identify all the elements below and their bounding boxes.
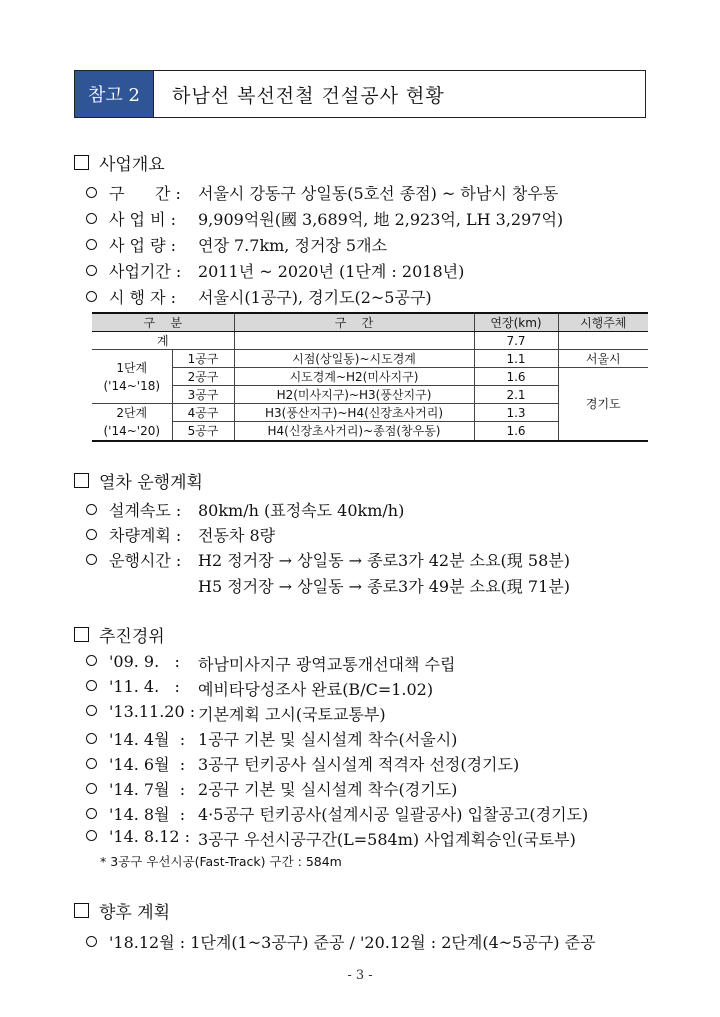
table-cell: 5공구 (172, 422, 234, 441)
table-cell (558, 332, 648, 350)
item-text: 전동차 8량 (198, 526, 276, 545)
item-text: 80km/h (표정속도 40km/h) (198, 501, 405, 520)
table-cell: 서울시 (558, 350, 648, 368)
circle-bullet-icon (86, 808, 97, 819)
item-text: 예비타당성조사 완료(B/C=1.02) (198, 680, 434, 699)
list-item (86, 777, 185, 800)
section-heading-text: 향후 계획 (99, 903, 171, 923)
item-text: 2공구 기본 및 실시설계 착수(경기도) (198, 780, 458, 799)
table-cell: 1.6 (474, 422, 558, 441)
table-cell: 1.3 (474, 404, 558, 422)
section-table (92, 312, 648, 442)
section-heading-text: 열차 운행계획 (99, 473, 203, 493)
table-cell: 4공구 (172, 404, 234, 422)
item-label: 사 업 비 : (109, 210, 177, 229)
item-text: '18.12월 : 1단계(1~3공구) 준공 / '20.12월 : 2단계(4~5공구) 준공 (109, 933, 596, 952)
list-item (86, 652, 180, 671)
circle-bullet-icon (86, 265, 97, 276)
section-heading-text: 추진경위 (99, 627, 165, 647)
list-item (86, 233, 176, 256)
table-cell-stage (92, 350, 172, 404)
checkbox-square-icon (74, 155, 89, 170)
item-label: 운행시간 : (109, 551, 182, 570)
circle-bullet-icon (86, 705, 97, 716)
item-label: 차량계획 : (109, 526, 182, 545)
table-cell: 2.1 (474, 386, 558, 404)
item-text: 서울시 강동구 상일동(5호선 종점) ~ 하남시 창우동 (198, 184, 559, 203)
list-item (86, 523, 181, 546)
checkbox-square-icon (74, 903, 89, 918)
circle-bullet-icon (86, 213, 97, 224)
circle-bullet-icon (86, 758, 97, 769)
item-text: 9,909억원(國 3,689억, 地 2,923억, LH 3,297억) (198, 210, 564, 229)
item-text: 기본계획 고시(국토교통부) (198, 705, 386, 724)
table-cell: 3공구 (172, 386, 234, 404)
item-label: '14. 4월 : (109, 730, 186, 749)
section-heading-operation (74, 468, 203, 493)
list-item (86, 259, 181, 282)
table-row (92, 332, 648, 350)
item-text: 3공구 우선시공구간(L=584m) 사업계획승인(국토부) (198, 830, 576, 849)
table-row (92, 368, 648, 386)
table-cell: 7.7 (474, 332, 558, 350)
stage-label: 1단계 (116, 360, 148, 375)
table-cell: 계 (92, 332, 234, 350)
item-text: 서울시(1공구), 경기도(2~5공구) (198, 288, 432, 307)
list-item (86, 181, 181, 204)
footnote: * 3공구 우선시공(Fast-Track) 구간 : 584m (100, 854, 342, 869)
item-label: 사 업 량 : (109, 236, 177, 255)
item-label: 시 행 자 : (109, 288, 177, 307)
table-cell: 1공구 (172, 350, 234, 368)
stage-label: 2단계 (116, 406, 148, 420)
circle-bullet-icon (86, 680, 97, 691)
section-heading-text: 사업개요 (99, 155, 165, 175)
table-cell: 2공구 (172, 368, 234, 386)
page-number: - 3 - (347, 968, 373, 983)
table-cell: 1.1 (474, 350, 558, 368)
item-label: '14. 7월 : (109, 780, 186, 799)
table-row (92, 350, 648, 368)
item-label: 설계속도 : (109, 501, 182, 520)
item-label: '14. 6월 : (109, 755, 186, 774)
table-header-cell: 구 분 (92, 313, 234, 332)
list-item (86, 702, 195, 721)
circle-bullet-icon (86, 187, 97, 198)
table-cell: H4(신장초사거리)~종점(창우동) (234, 422, 474, 441)
title-box (74, 70, 646, 118)
circle-bullet-icon (86, 830, 97, 841)
circle-bullet-icon (86, 291, 97, 302)
checkbox-square-icon (74, 473, 89, 488)
list-item (86, 285, 176, 308)
list-item (86, 930, 596, 953)
list-item (86, 498, 181, 521)
item-text: 2011년 ~ 2020년 (1단계 : 2018년) (198, 262, 465, 281)
item-text-continued: H5 정거장 → 상일동 → 종로3가 49분 소요(現 71분) (198, 577, 570, 596)
item-text: 1공구 기본 및 실시설계 착수(서울시) (198, 730, 458, 749)
item-label: '13.11.20 : (109, 702, 196, 721)
item-label: '14. 8월 : (109, 805, 186, 824)
section-heading-history (74, 622, 165, 647)
item-text: 3공구 턴키공사 실시설계 적격자 선정(경기도) (198, 755, 520, 774)
table-cell: 시점(상일동)~시도경계 (234, 350, 474, 368)
circle-bullet-icon (86, 733, 97, 744)
section-heading-overview (74, 150, 165, 175)
table-cell: 시도경계~H2(미사지구) (234, 368, 474, 386)
stage-years: ('14~'20) (103, 424, 161, 438)
section-heading-plan (74, 898, 170, 923)
table-header-row (92, 313, 648, 332)
list-item (86, 727, 185, 750)
checkbox-square-icon (74, 627, 89, 642)
title-tag: 참고 2 (75, 71, 154, 117)
item-label: 사업기간 : (109, 262, 182, 281)
list-item (86, 827, 190, 846)
table-header-cell: 시행주체 (558, 313, 648, 332)
list-item (86, 677, 180, 696)
circle-bullet-icon (86, 529, 97, 540)
table-cell-stage (92, 404, 172, 442)
table-cell: H3(풍산지구)~H4(신장초사거리) (234, 404, 474, 422)
stage-years: ('14~'18) (103, 378, 161, 393)
table-cell: H2(미사지구)~H3(풍산지구) (234, 386, 474, 404)
item-label: 구 간 : (109, 184, 181, 203)
item-text: 하남미사지구 광역교통개선대책 수립 (198, 655, 456, 674)
circle-bullet-icon (86, 239, 97, 250)
item-text: 4·5공구 턴키공사(설계시공 일괄공사) 입찰공고(경기도) (198, 805, 589, 824)
table-cell: 경기도 (558, 368, 648, 442)
item-label: '09. 9. : (109, 652, 180, 671)
table-header-cell: 구 간 (234, 313, 474, 332)
table-cell (234, 332, 474, 350)
item-text: 연장 7.7km, 정거장 5개소 (198, 236, 388, 255)
item-label: '14. 8.12 : (109, 827, 191, 846)
table-cell: 1.6 (474, 368, 558, 386)
list-item (86, 752, 185, 775)
circle-bullet-icon (86, 655, 97, 666)
item-text: H2 정거장 → 상일동 → 종로3가 42분 소요(現 58분) (198, 551, 570, 570)
list-item (86, 207, 176, 230)
list-item (86, 548, 181, 571)
page-title: 하남선 복선전철 건설공사 현황 (172, 84, 445, 107)
circle-bullet-icon (86, 783, 97, 794)
circle-bullet-icon (86, 504, 97, 515)
item-label: '11. 4. : (109, 677, 180, 696)
circle-bullet-icon (86, 936, 97, 947)
table-header-cell: 연장(km) (474, 313, 558, 332)
circle-bullet-icon (86, 554, 97, 565)
list-item (86, 802, 185, 825)
